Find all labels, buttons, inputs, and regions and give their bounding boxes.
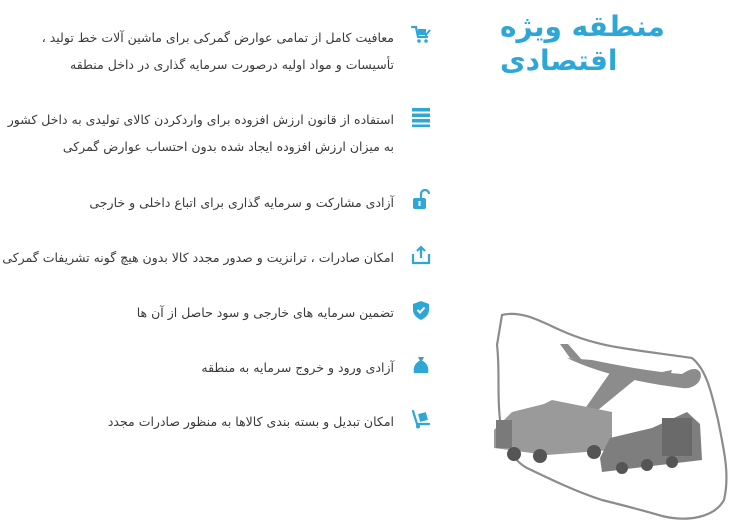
share-icon [410, 244, 432, 266]
feature-investment-freedom [14, 189, 436, 216]
feature-text: آزادی مشارکت و سرمایه گذاری برای اتباع داخلی و خارجی [89, 195, 394, 210]
stack-icon [410, 106, 432, 128]
feature-repackaging [14, 408, 436, 435]
feature-text: استفاده از قانون ارزش افزوده برای واردکردن کالای تولیدی به داخل کشور به میزان ارزش افزوده ایجاد شده بدون احتساب عوارض گمرکی [7, 112, 394, 154]
feature-export-transit [2, 244, 436, 271]
feature-text: معافیت کامل از تمامی عوارض گمرکی برای ماشین آلات خط تولید ، تأسیسات و مواد اولیه درصورت سرمایه گذاری در داخل منطقه [41, 30, 394, 72]
shield-check-icon [410, 299, 432, 321]
feature-foreign-investment-guarantee [14, 299, 436, 326]
feature-capital-flow [14, 354, 436, 381]
hand-truck-icon [410, 408, 432, 430]
feature-value-added-law [7, 106, 436, 160]
feature-text: امکان تبدیل و بسته بندی کالاها به منظور صادرات مجدد [107, 414, 394, 429]
iran-map-illustration [482, 300, 742, 530]
feature-text: تضمین سرمایه های خارجی و سود حاصل از آن ها [136, 305, 394, 320]
title-line-2: اقتصادی [500, 44, 618, 77]
cart-icon [410, 24, 432, 46]
money-bag-icon [410, 354, 432, 376]
feature-text: آزادی ورود و خروج سرمایه به منطقه [201, 360, 394, 375]
title-line-1: منطقه ویژه [500, 10, 665, 43]
feature-customs-exemption [14, 24, 436, 78]
features-list [2, 0, 436, 530]
feature-text: امکان صادرات ، ترانزیت و صدور مجدد کالا بدون هیچ گونه تشریفات گمرکی [2, 250, 394, 265]
unlock-icon [410, 189, 432, 211]
page-title [500, 10, 700, 78]
